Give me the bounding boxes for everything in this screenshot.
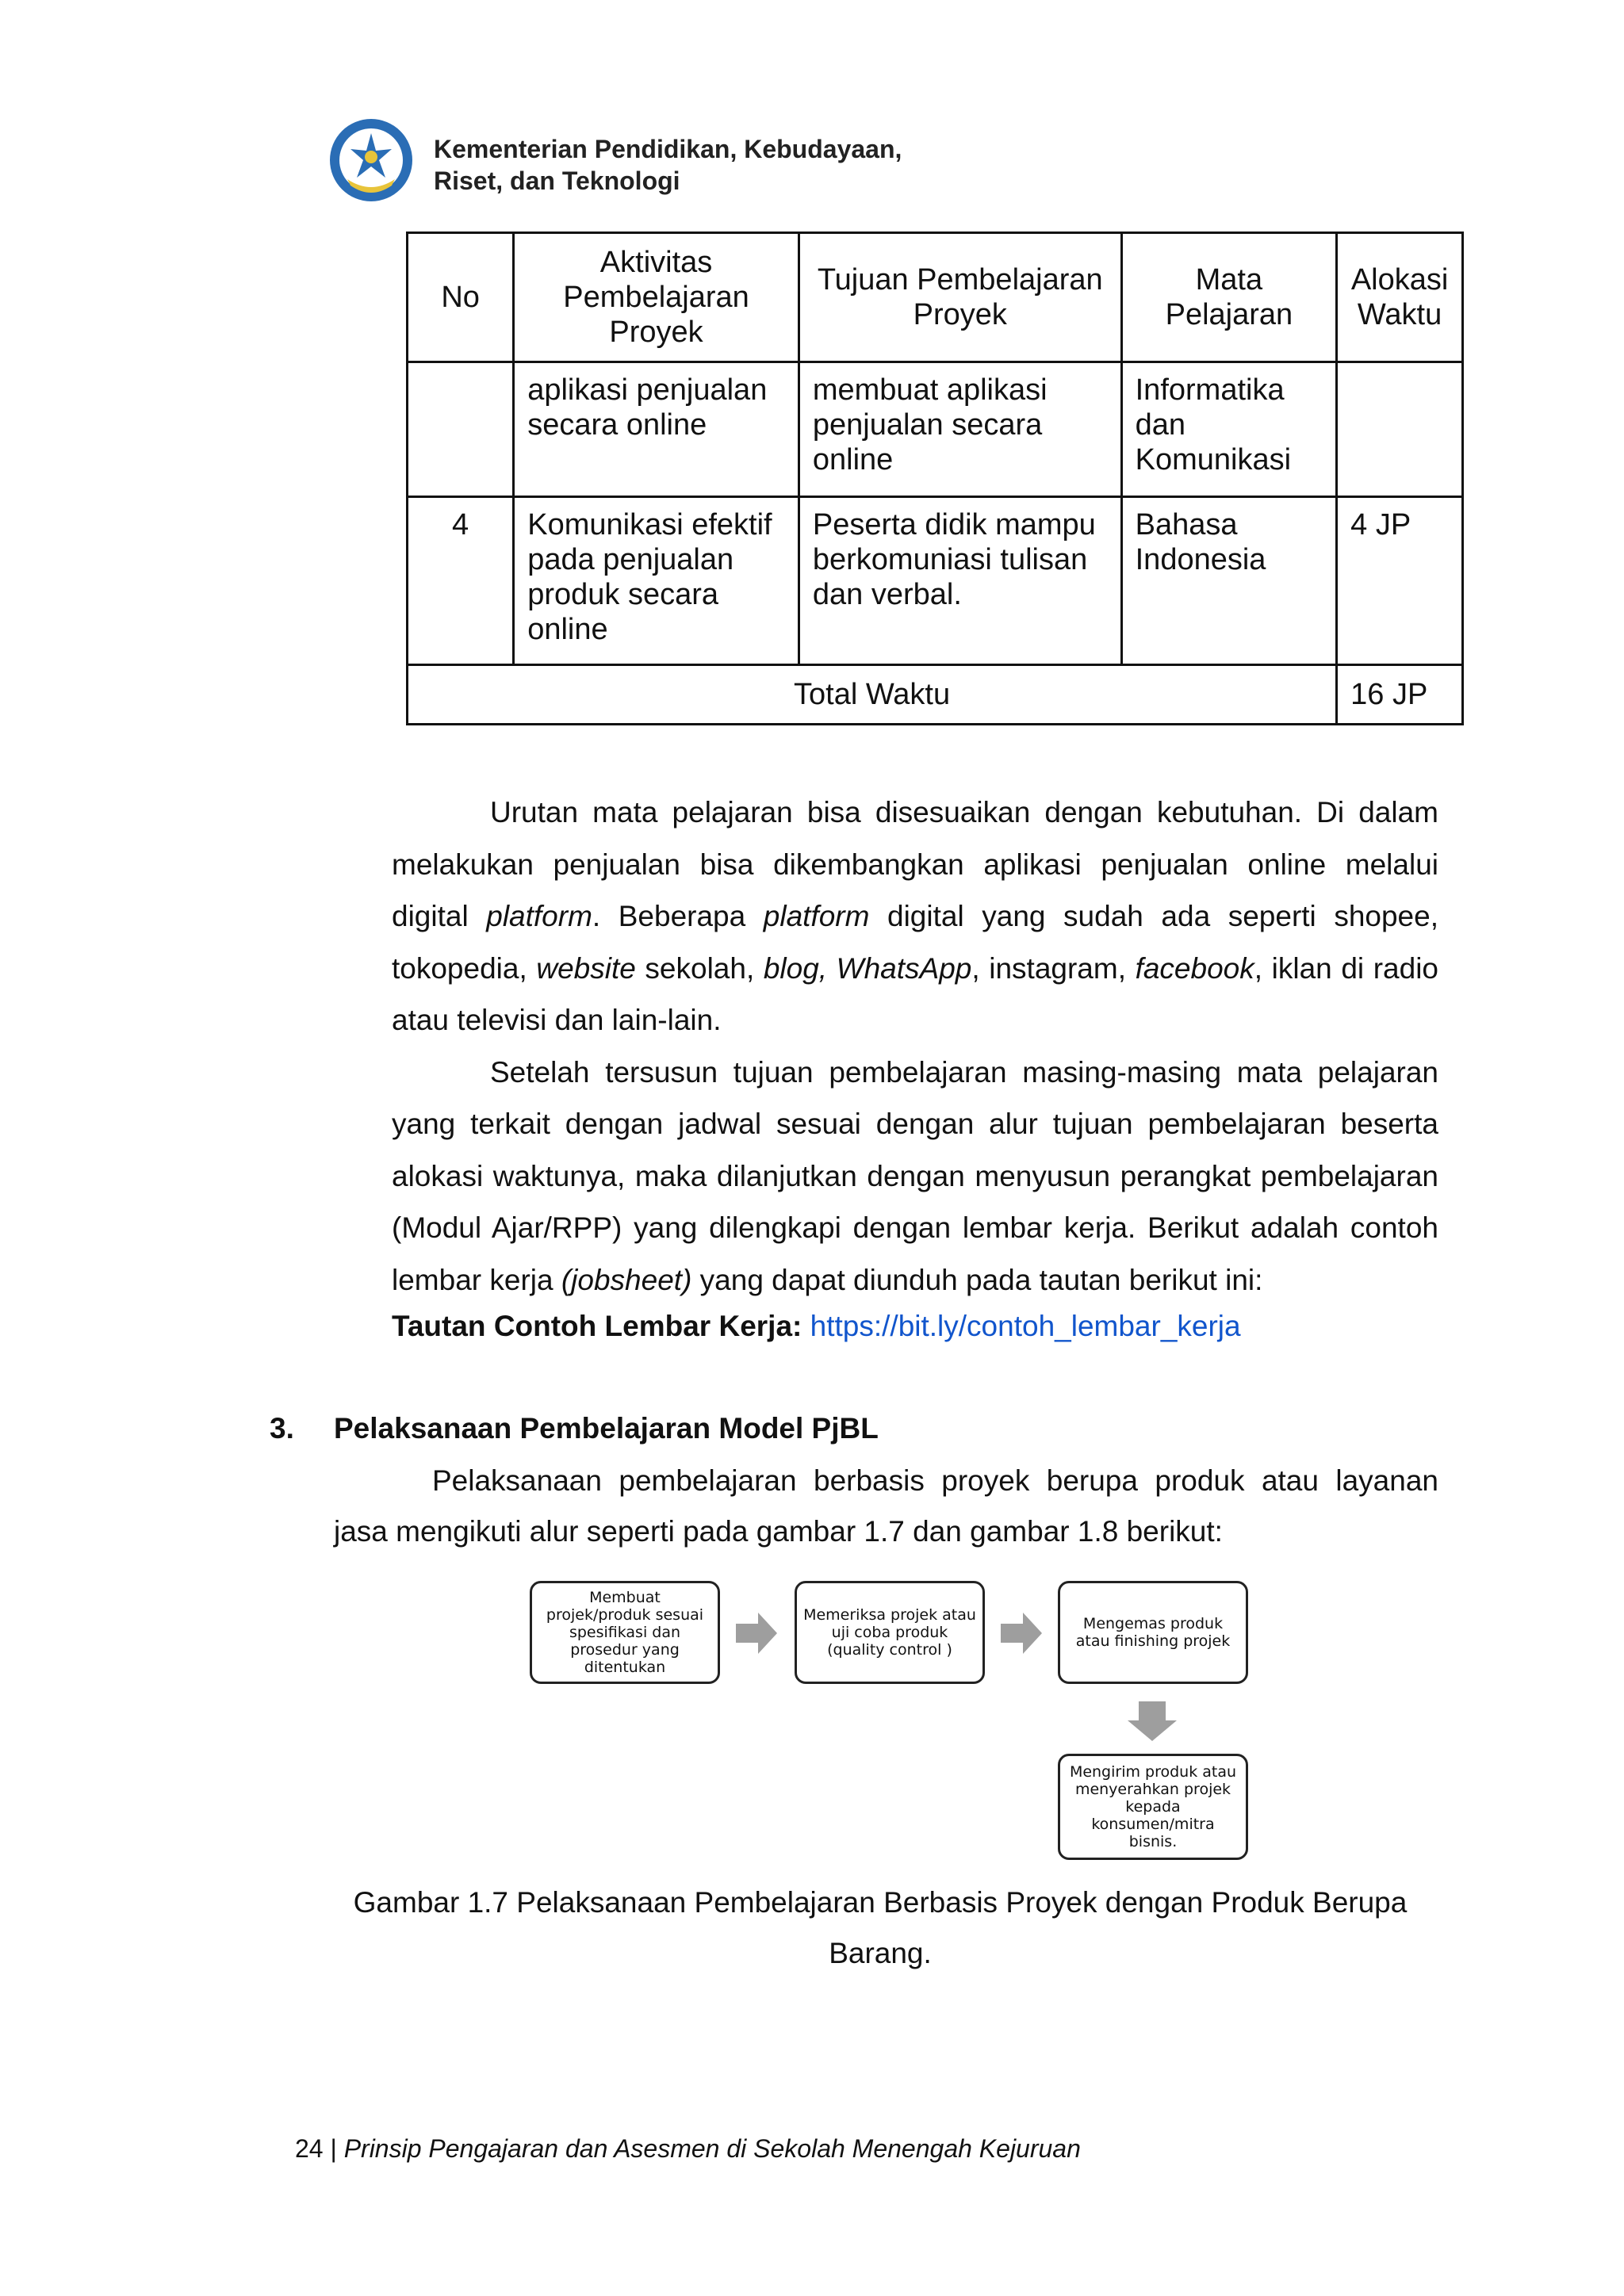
paragraph-worksheet: Setelah tersusun tujuan pembelajaran masing-masing mata pelajaran yang terkait dengan jadwal sesuai dengan alur tujuan pembelajaran beserta alokasi waktunya, maka dilanjutkan dengan menyusun perangkat pembelajaran (Modul Ajar/RPP) yang dilengkapi dengan lembar kerja. Berikut adalah contoh lembar kerja (jobsheet) yang dapat diunduh pada tautan berikut ini: [392, 1055, 1438, 1296]
cell-time: 4 JP [1337, 497, 1463, 665]
book-title: Prinsip Pengajaran dan Asesmen di Sekolah Menengah Kejuruan [343, 2134, 1081, 2163]
cell-goal: membuat aplikasi penjualan secara online [799, 362, 1121, 497]
worksheet-link-line [392, 1300, 1241, 1352]
page-number: 24 [295, 2134, 324, 2163]
flow-step-packaging: Mengemas produk atau finishing projek [1058, 1581, 1248, 1684]
header-no: No [408, 233, 514, 362]
cell-no [408, 362, 514, 497]
table-row [408, 362, 1463, 497]
ministry-name-line1: Kementerian Pendidikan, Kebudayaan, [434, 135, 902, 163]
table-row [408, 497, 1463, 665]
cell-subject: Informatika dan Komunikasi [1121, 362, 1337, 497]
body-text [392, 786, 1438, 1306]
cell-activity: aplikasi penjualan secara online [514, 362, 799, 497]
total-value: 16 JP [1337, 665, 1463, 725]
worksheet-link[interactable]: https://bit.ly/contoh_lembar_kerja [810, 1310, 1241, 1342]
ministry-name-line2: Riset, dan Teknologi [434, 166, 680, 195]
cell-no: 4 [408, 497, 514, 665]
figure-caption: Gambar 1.7 Pelaksanaan Pembelajaran Berbasis Proyek dengan Produk Berupa Barang. [353, 1886, 1408, 1969]
cell-goal: Peserta didik mampu berkomuniasi tulisan dan verbal. [799, 497, 1121, 665]
table-header-row [408, 233, 1463, 362]
section-title: Pelaksanaan Pembelajaran Model PjBL [334, 1412, 879, 1445]
arrow-down-icon [1128, 1701, 1177, 1741]
flow-step-quality-control: Memeriksa projek atau uji coba produk (quality control ) [795, 1581, 985, 1684]
cell-subject: Bahasa Indonesia [1121, 497, 1337, 665]
ministry-logo-icon [328, 117, 414, 203]
section-paragraph: Pelaksanaan pembelajaran berbasis proyek berupa produk atau layanan jasa mengikuti alur seperti pada gambar 1.7 dan gambar 1.8 berikut: [334, 1464, 1438, 1548]
learning-plan-table [406, 232, 1464, 725]
table-total-row [408, 665, 1463, 725]
flow-step-delivery: Mengirim produk atau menyerahkan projek kepada konsumen/mitra bisnis. [1058, 1754, 1248, 1860]
header-subject: Mata Pelajaran [1121, 233, 1337, 362]
ministry-name [434, 133, 902, 197]
link-label: Tautan Contoh Lembar Kerja: [392, 1310, 802, 1342]
footer-separator: | [323, 2134, 344, 2163]
paragraph-platforms: Urutan mata pelajaran bisa disesuaikan dengan kebutuhan. Di dalam melakukan penjualan bisa dikembangkan aplikasi penjualan online melalui digital platform. Beberapa platform digital yang sudah ada seperti shopee, tokopedia, website sekolah, blog, WhatsApp, instagram, facebook, iklan di radio atau televisi dan lain-lain. [392, 796, 1438, 1036]
header-goal: Tujuan Pembelajaran Proyek [799, 233, 1121, 362]
header-time: Alokasi Waktu [1337, 233, 1463, 362]
arrow-right-icon [736, 1613, 777, 1654]
flow-step-make-product: Membuat projek/produk sesuai spesifikasi dan prosedur yang ditentukan [530, 1581, 720, 1684]
cell-activity: Komunikasi efektif pada penjualan produk secara online [514, 497, 799, 665]
section-number: 3. [270, 1412, 294, 1445]
header-activity: Aktivitas Pembelajaran Proyek [514, 233, 799, 362]
total-label: Total Waktu [408, 665, 1337, 725]
arrow-right-icon [1001, 1613, 1042, 1654]
page-footer [295, 2133, 1081, 2164]
cell-time [1337, 362, 1463, 497]
